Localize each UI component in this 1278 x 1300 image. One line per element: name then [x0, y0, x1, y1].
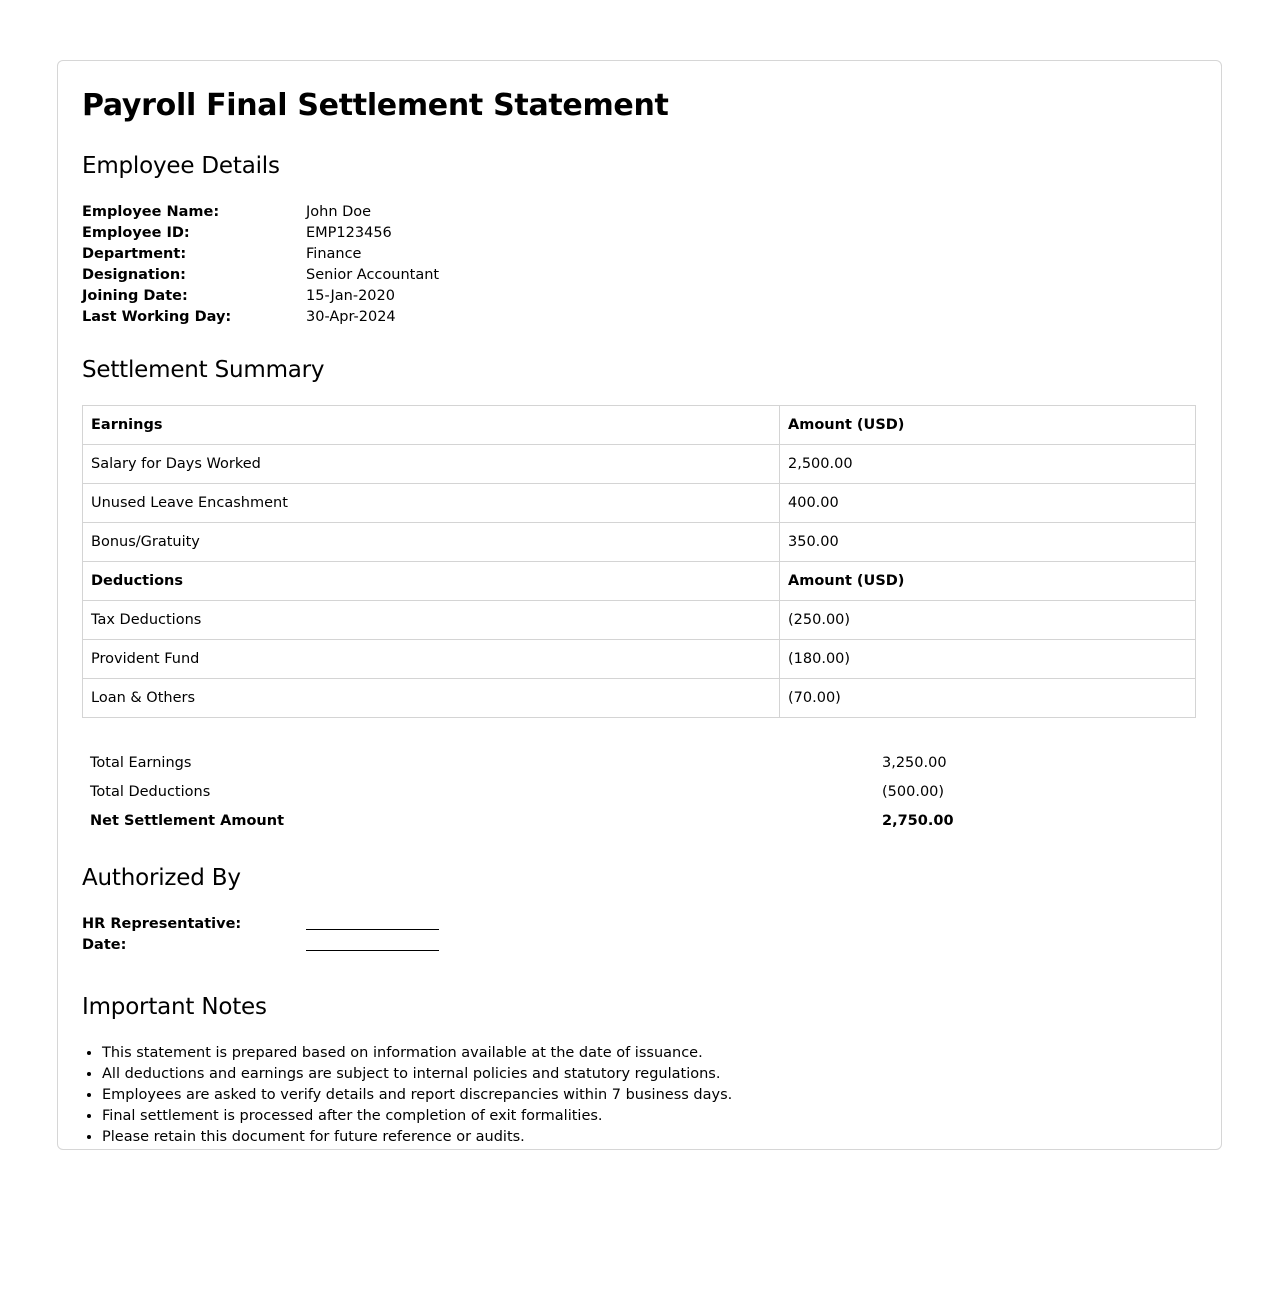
detail-value: Finance	[306, 246, 362, 262]
table-row	[83, 601, 1196, 640]
total-earnings-row	[90, 753, 990, 782]
list-item: • Please retain this document for future reference or audits.	[102, 1127, 732, 1148]
detail-row-joining-date	[82, 286, 439, 307]
authorization-section	[82, 914, 439, 956]
total-label: Total Earnings	[90, 755, 192, 771]
list-item: • Final settlement is processed after the completion of exit formalities.	[102, 1106, 732, 1127]
total-deductions-row	[90, 782, 990, 811]
totals-section	[90, 753, 990, 840]
settlement-table	[82, 405, 1196, 718]
detail-row-designation	[82, 265, 439, 286]
auth-row-hr-representative	[82, 914, 439, 935]
total-label: Net Settlement Amount	[90, 813, 285, 829]
auth-label: HR Representative:	[82, 916, 242, 932]
table-row	[83, 640, 1196, 679]
table-cell-amount: (250.00)	[780, 601, 1196, 640]
list-item: • This statement is prepared based on information available at the date of issuance.	[102, 1043, 732, 1064]
table-cell-amount: 2,500.00	[780, 445, 1196, 484]
employee-details-heading: Employee Details	[82, 153, 280, 179]
detail-value: EMP123456	[306, 225, 392, 241]
employee-details	[82, 202, 439, 328]
table-cell-amount: (70.00)	[780, 679, 1196, 718]
total-value: 2,750.00	[882, 813, 954, 829]
detail-value: Senior Accountant	[306, 267, 440, 283]
detail-label: Department:	[82, 246, 187, 262]
table-cell-amount: Amount (USD)	[780, 406, 1196, 445]
detail-label: Last Working Day:	[82, 309, 232, 325]
total-label: Total Deductions	[90, 784, 211, 800]
table-cell-item: Salary for Days Worked	[83, 445, 780, 484]
table-cell-item: Provident Fund	[83, 640, 780, 679]
table-cell-item: Earnings	[83, 406, 780, 445]
detail-label: Designation:	[82, 267, 186, 283]
auth-label: Date:	[82, 937, 127, 953]
detail-label: Employee ID:	[82, 225, 190, 241]
total-value: 3,250.00	[882, 755, 947, 771]
table-row	[83, 523, 1196, 562]
table-cell-item: Loan & Others	[83, 679, 780, 718]
detail-value: 30-Apr-2024	[306, 309, 396, 325]
authorized-by-heading: Authorized By	[82, 865, 241, 891]
detail-value: 15-Jan-2020	[306, 288, 395, 304]
detail-row-last-working-day	[82, 307, 439, 328]
table-row	[83, 445, 1196, 484]
important-notes-heading: Important Notes	[82, 994, 267, 1020]
net-settlement-row	[90, 811, 990, 840]
table-cell-item: Unused Leave Encashment	[83, 484, 780, 523]
table-row	[83, 484, 1196, 523]
settlement-document	[57, 60, 1222, 1150]
page-title: Payroll Final Settlement Statement	[82, 88, 669, 123]
detail-label: Employee Name:	[82, 204, 220, 220]
table-cell-item: Tax Deductions	[83, 601, 780, 640]
table-cell-amount: 350.00	[780, 523, 1196, 562]
settlement-summary-heading: Settlement Summary	[82, 357, 325, 383]
list-item: • Employees are asked to verify details and report discrepancies within 7 business days.	[102, 1085, 732, 1106]
table-cell-amount: 400.00	[780, 484, 1196, 523]
table-cell-item: Deductions	[83, 562, 780, 601]
total-value: (500.00)	[882, 784, 945, 800]
table-cell-amount: (180.00)	[780, 640, 1196, 679]
detail-label: Joining Date:	[82, 288, 188, 304]
detail-row-employee-id	[82, 223, 439, 244]
notes-list	[82, 1043, 732, 1148]
table-header-row-deductions	[83, 562, 1196, 601]
signature-line	[306, 914, 439, 930]
signature-line	[306, 935, 439, 951]
table-row	[83, 679, 1196, 718]
detail-row-department	[82, 244, 439, 265]
auth-row-date	[82, 935, 439, 956]
table-cell-item: Bonus/Gratuity	[83, 523, 780, 562]
list-item: • All deductions and earnings are subject to internal policies and statutory regulations.	[102, 1064, 732, 1085]
table-header-row-earnings	[83, 406, 1196, 445]
detail-row-employee-name	[82, 202, 439, 223]
detail-value: John Doe	[306, 204, 372, 220]
table-cell-amount: Amount (USD)	[780, 562, 1196, 601]
